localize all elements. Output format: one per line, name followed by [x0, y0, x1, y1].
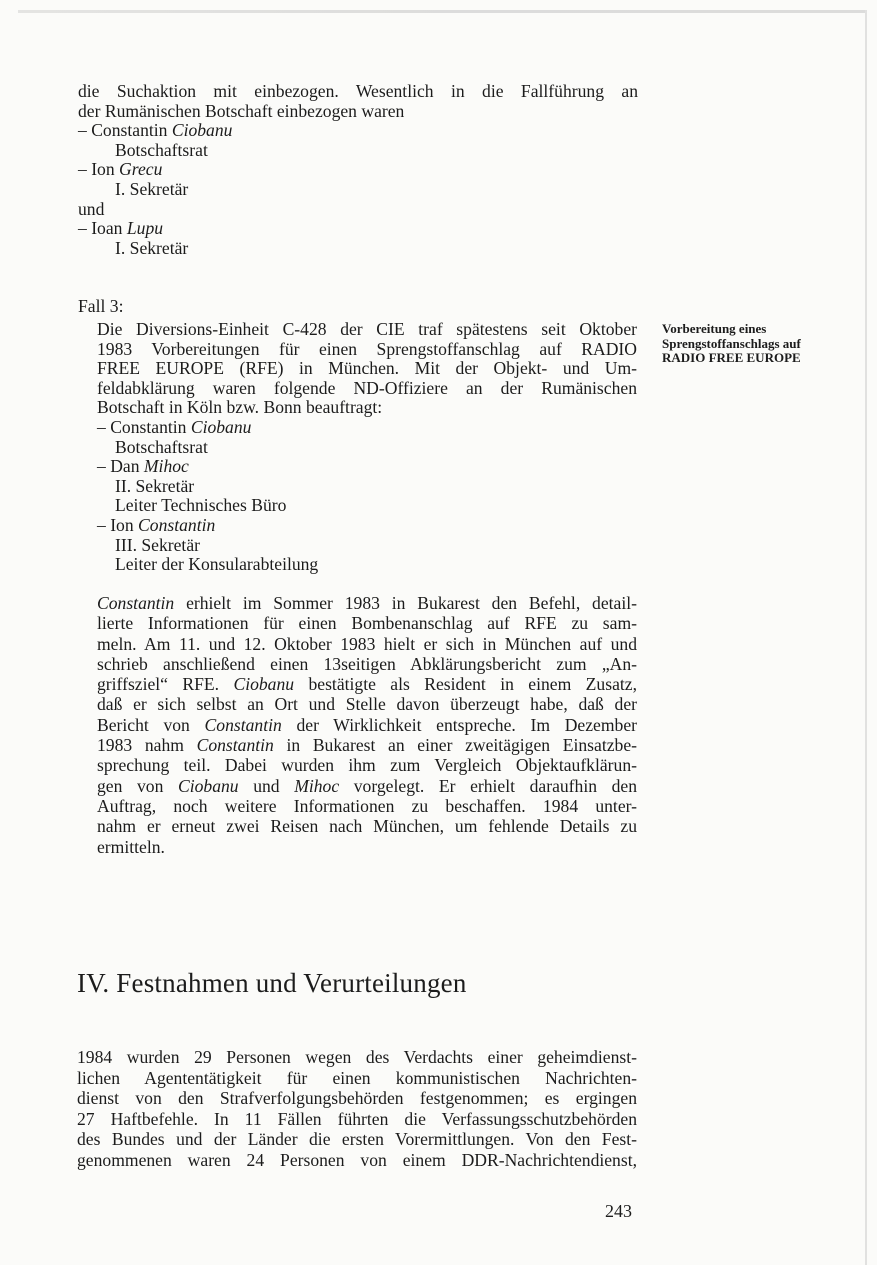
- intro-line: die Suchaktion mit einbezogen. Wesentlich in die Fallführung an: [78, 81, 638, 101]
- paragraph-line: ermitteln.: [97, 836, 165, 857]
- section-line: lichen Agententätigkeit für einen kommunistischen Nachrichten-: [77, 1067, 637, 1088]
- section-line: dienst von den Strafverfolgungsbehörden festgenommen; es ergingen: [77, 1088, 637, 1108]
- intro-block: [78, 82, 638, 258]
- paragraph-line: 1983 nahm Constantin in Bukarest an einer zweitägigen Einsatzbe-: [97, 735, 637, 756]
- fall3-line: feldabklärung waren folgende ND-Offiziere an der Rumänischen: [97, 377, 637, 398]
- fall3-line: Die Diversions-Einheit C-428 der CIE traf spätestens seit Oktober: [97, 319, 637, 339]
- person-title: I. Sekretär: [115, 178, 189, 199]
- person-line: – Ion Grecu: [78, 159, 163, 180]
- section-heading: IV. Festnahmen und Verurteilungen: [77, 968, 467, 998]
- constantin-paragraph: [97, 593, 637, 857]
- paragraph-line: gen von Ciobanu und Mihoc vorgelegt. Er erhielt daraufhin den: [97, 775, 638, 796]
- paragraph-line: meln. Am 11. und 12. Oktober 1983 hielt er sich in München auf und: [97, 633, 637, 654]
- person-title: Botschaftsrat: [115, 436, 208, 457]
- paragraph-line: sprechung teil. Dabei wurden ihm zum Vergleich Objektaufklärun-: [97, 755, 637, 776]
- person-title: Leiter der Konsularabteilung: [115, 554, 319, 575]
- person-line: – Constantin Ciobanu: [97, 416, 252, 437]
- section-line: 27 Haftbefehle. In 11 Fällen führten die Verfassungsschutzbehörden: [77, 1108, 637, 1129]
- person-line: – Constantin Ciobanu: [78, 120, 233, 141]
- scan-top-edge: [18, 10, 865, 13]
- person-title: I. Sekretär: [115, 237, 189, 258]
- person-title: Botschaftsrat: [115, 139, 208, 160]
- margin-note: Vorbereitung eines Sprengstoffanschlags auf RADIO FREE EUROPE: [662, 321, 801, 365]
- paragraph-line: lierte Informationen für einen Bombenanschlag auf RFE zu sam-: [97, 613, 637, 634]
- paragraph-line: Auftrag, noch weitere Informationen zu beschaffen. 1984 unter-: [97, 795, 637, 816]
- fall3-line: 1983 Vorbereitungen für einen Sprengstoffanschlag auf RADIO: [97, 338, 637, 359]
- section-line: des Bundes und der Länder die ersten Vorermittlungen. Von den Fest-: [77, 1129, 637, 1149]
- paragraph-line: Constantin erhielt im Sommer 1983 in Bukarest den Befehl, detail-: [97, 593, 637, 613]
- paragraph-line: schrieb anschließend einen 13seitigen Abklärungsbericht zum „An-: [97, 653, 637, 674]
- person-line: – Ioan Lupu: [78, 218, 164, 239]
- fall3-line: Botschaft in Köln bzw. Bonn beauftragt:: [97, 397, 383, 418]
- paragraph-line: daß er sich selbst an Ort und Stelle davon überzeugt habe, daß der: [97, 694, 637, 715]
- section-line: genommenen waren 24 Personen von einem DDR-Nachrichtendienst,: [77, 1149, 637, 1170]
- fall3-block: [97, 320, 637, 575]
- intro-line: der Rumänischen Botschaft einbezogen waren: [78, 100, 405, 121]
- scan-right-edge: [865, 10, 867, 1265]
- section-line: 1984 wurden 29 Personen wegen des Verdachts einer geheimdienst-: [77, 1047, 637, 1067]
- person-title: II. Sekretär: [115, 475, 195, 496]
- page-number: 243: [605, 1201, 632, 1221]
- fall3-line: FREE EUROPE (RFE) in München. Mit der Objekt- und Um-: [97, 358, 637, 379]
- person-line: – Dan Mihoc: [97, 456, 189, 477]
- person-title: Leiter Technisches Büro: [115, 495, 287, 516]
- paragraph-line: Bericht von Constantin der Wirklichkeit entspreche. Im Dezember: [97, 714, 637, 735]
- paragraph-line: griffsziel“ RFE. Ciobanu bestätigte als Resident in einem Zusatz,: [97, 674, 637, 695]
- paragraph-line: nahm er erneut zwei Reisen nach München, um fehlende Details zu: [97, 816, 637, 837]
- und-text: und: [78, 198, 105, 219]
- person-line: – Ion Constantin: [97, 514, 216, 535]
- section-body: [77, 1047, 637, 1170]
- person-title: III. Sekretär: [115, 534, 200, 555]
- fall3-heading: Fall 3:: [78, 296, 124, 316]
